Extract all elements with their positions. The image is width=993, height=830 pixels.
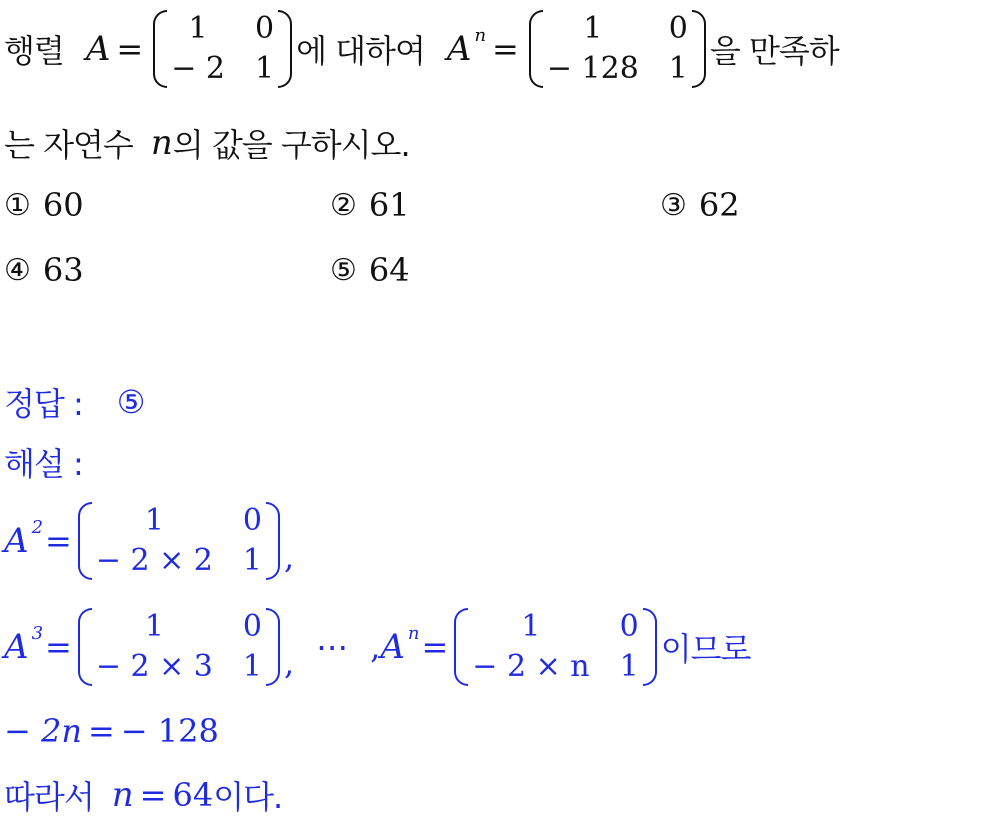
variable-n: n bbox=[150, 123, 173, 163]
matrix-cell: 1 bbox=[188, 11, 208, 46]
question-text-4: 는 자연수 bbox=[4, 126, 133, 164]
choice-value: 61 bbox=[368, 186, 410, 224]
matrix-cell: − 2 × 3 bbox=[95, 649, 213, 684]
ellipsis: ⋯ bbox=[316, 628, 349, 666]
right-paren bbox=[692, 10, 706, 88]
matrix-a2-grid bbox=[96, 502, 262, 580]
choice-number: ① bbox=[4, 187, 31, 223]
question-line-2 bbox=[4, 120, 410, 166]
choice-5[interactable] bbox=[330, 251, 410, 289]
choice-value: 64 bbox=[368, 251, 410, 289]
matrix-a3-grid bbox=[96, 608, 262, 686]
right-paren bbox=[643, 608, 657, 686]
answer-value: ⑤ bbox=[116, 383, 145, 421]
matrix-cell: 1 bbox=[521, 609, 541, 644]
matrix-cell: − 2 bbox=[171, 51, 225, 86]
equation-rhs: − 128 bbox=[120, 712, 219, 750]
choice-3[interactable] bbox=[660, 186, 740, 224]
question-text-5: 의 값을 구하시오. bbox=[172, 126, 410, 164]
solution-equation-line bbox=[4, 708, 219, 754]
matrix-cell: 0 bbox=[242, 609, 262, 644]
matrix-cell: 1 bbox=[144, 609, 164, 644]
right-paren bbox=[266, 608, 280, 686]
solution-final-line bbox=[4, 772, 282, 818]
matrix-a2 bbox=[78, 502, 280, 580]
exponent-n: n bbox=[407, 622, 420, 644]
solution-label: 해설 : bbox=[4, 445, 83, 483]
exponent-2: 2 bbox=[31, 516, 44, 538]
matrix-an-grid bbox=[547, 10, 688, 88]
solution-a2-line bbox=[4, 498, 294, 584]
matrix-cell: 1 bbox=[668, 51, 688, 86]
exponent-n: n bbox=[474, 24, 487, 46]
solution-a: A bbox=[380, 627, 405, 667]
matrix-a-grid bbox=[171, 10, 274, 88]
equals-sign: = bbox=[421, 628, 449, 666]
final-value: 64 bbox=[172, 776, 214, 814]
question-line-1 bbox=[4, 4, 839, 94]
choice-1[interactable] bbox=[4, 186, 84, 224]
matrix-cell: − 128 bbox=[546, 51, 639, 86]
variable-n: n bbox=[111, 775, 134, 815]
left-paren bbox=[78, 608, 92, 686]
matrix-cell: 0 bbox=[668, 11, 688, 46]
choice-4[interactable] bbox=[4, 251, 84, 289]
choice-value: 60 bbox=[42, 186, 84, 224]
comma: , bbox=[370, 628, 381, 666]
choice-number: ④ bbox=[4, 252, 31, 288]
matrix-a-name: A bbox=[85, 29, 111, 69]
final-text-1: 따라서 bbox=[4, 778, 94, 816]
equals-sign: = bbox=[116, 30, 144, 68]
equals-sign: = bbox=[492, 30, 519, 68]
choice-number: ③ bbox=[660, 187, 687, 223]
left-paren bbox=[78, 502, 92, 580]
right-paren bbox=[278, 10, 292, 88]
answer-label: 정답 : bbox=[4, 385, 83, 423]
right-paren bbox=[266, 502, 280, 580]
left-paren bbox=[153, 10, 167, 88]
choice-number: ② bbox=[330, 187, 357, 223]
matrix-cell: 0 bbox=[242, 503, 262, 538]
left-paren bbox=[454, 608, 468, 686]
matrix-cell: 1 bbox=[242, 543, 262, 578]
equals-sign: = bbox=[45, 628, 72, 666]
answer-line bbox=[4, 380, 144, 424]
matrix-an-solution-grid bbox=[472, 608, 638, 686]
equals-sign: = bbox=[139, 776, 167, 814]
matrix-cell: 1 bbox=[242, 649, 262, 684]
solution-a: A bbox=[4, 627, 29, 667]
solution-label-line bbox=[4, 440, 83, 484]
matrix-cell: 1 bbox=[619, 649, 639, 684]
matrix-cell: − 2 × n bbox=[472, 649, 590, 684]
matrix-cell: 1 bbox=[144, 503, 164, 538]
matrix-cell: 0 bbox=[619, 609, 639, 644]
choice-2[interactable] bbox=[330, 186, 410, 224]
matrix-an-name: A bbox=[446, 29, 472, 69]
question-text-1: 행렬 bbox=[4, 32, 64, 70]
exponent-3: 3 bbox=[31, 622, 44, 644]
equation-lhs: − 2n bbox=[4, 712, 82, 750]
matrix-a bbox=[153, 10, 292, 88]
question-text-2: 에 대하여 bbox=[296, 32, 425, 70]
matrix-cell: 1 bbox=[583, 11, 603, 46]
matrix-an bbox=[529, 10, 706, 88]
equals-sign: = bbox=[45, 522, 72, 560]
choice-number: ⑤ bbox=[330, 252, 357, 288]
comma: , bbox=[283, 644, 295, 682]
choice-value: 63 bbox=[42, 251, 84, 289]
comma: , bbox=[283, 538, 295, 576]
matrix-cell: 0 bbox=[254, 11, 275, 46]
solution-text-imeuro: 이므로 bbox=[660, 630, 751, 668]
solution-a: A bbox=[4, 521, 29, 561]
question-text-3: 을 만족하 bbox=[709, 32, 839, 70]
final-text-2: 이다. bbox=[213, 778, 283, 816]
solution-a3-line bbox=[4, 604, 750, 690]
left-paren bbox=[529, 10, 543, 88]
equals-sign: = bbox=[87, 712, 115, 750]
choice-value: 62 bbox=[698, 186, 740, 224]
matrix-a3 bbox=[78, 608, 280, 686]
matrix-cell: 1 bbox=[254, 51, 275, 86]
matrix-an-solution bbox=[454, 608, 656, 686]
matrix-cell: − 2 × 2 bbox=[95, 543, 213, 578]
